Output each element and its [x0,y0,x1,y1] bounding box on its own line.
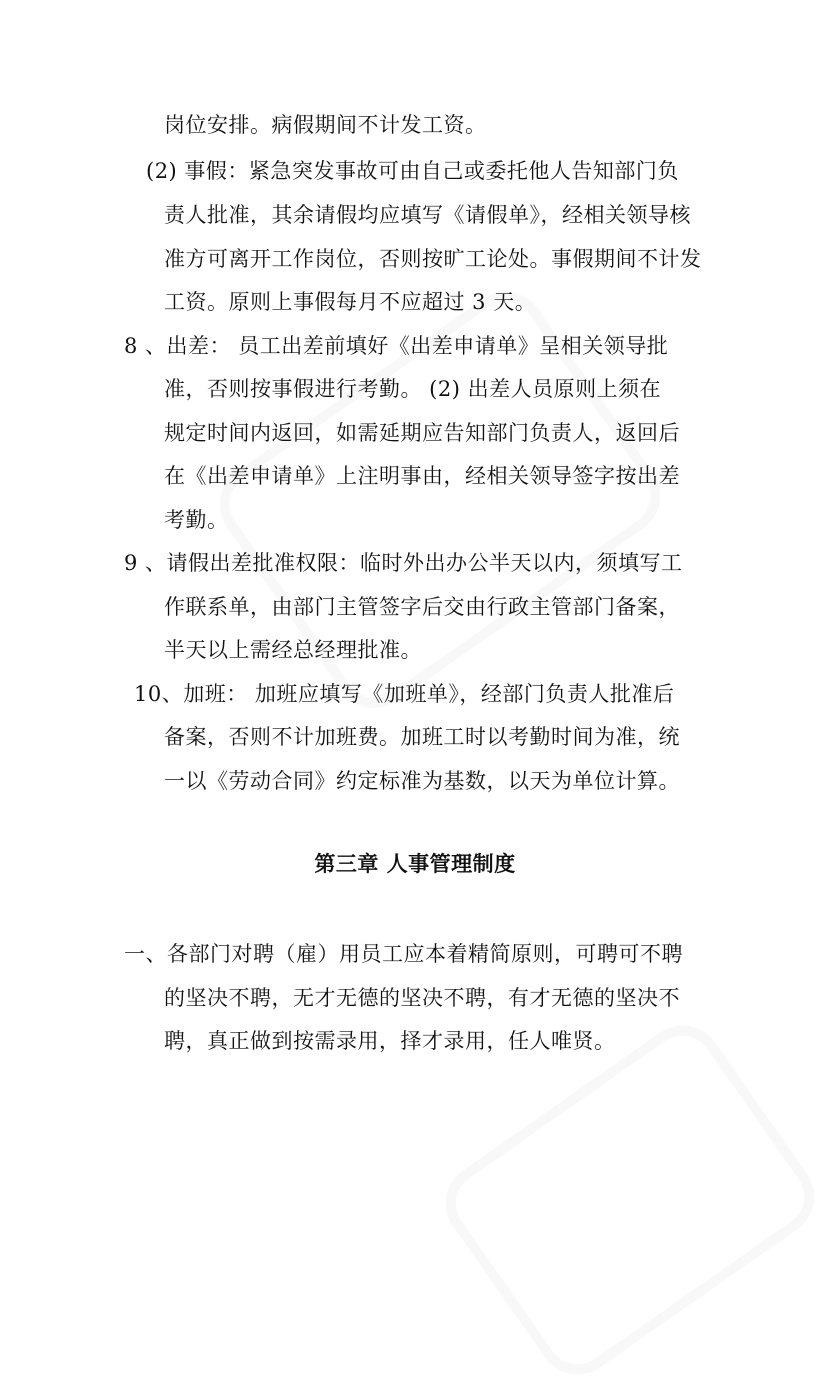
text-line: 在《出差申请单》上注明事由，经相关领导签字按出差 [164,464,680,488]
text-line: 岗位安排。病假期间不计发工资。 [164,113,487,137]
text-line: 规定时间内返回，如需延期应告知部门负责人，返回后 [164,421,680,445]
text-line: 准，否则按事假进行考勤。 (2) 出差人员原则上须在 [164,377,662,401]
text-line: 8 、出差： 员工出差前填好《出差申请单》呈相关领导批 [124,334,669,358]
text-line: 备案，否则不计加班费。加班工时以考勤时间为准，统 [164,725,680,749]
text-line: 一、各部门对聘（雇）用员工应本着精简原则，可聘可不聘 [124,942,683,966]
text-line: 聘，真正做到按需录用，择才录用，任人唯贤。 [164,1029,616,1053]
text-line: 10、加班： 加班应填写《加班单》，经部门负责人批准后 [134,682,675,706]
text-line: 一以《劳动合同》约定标准为基数，以天为单位计算。 [164,769,680,793]
text-line: 的坚决不聘，无才无德的坚决不聘，有才无德的坚决不 [164,986,680,1010]
text-line: 作联系单，由部门主管签字后交由行政主管部门备案， [164,595,680,619]
text-line: 责人批准，其余请假均应填写《请假单》，经相关领导核 [164,203,691,227]
text-line: 半天以上需经总经理批准。 [164,638,422,662]
text-line: 工资。原则上事假每月不应超过 3 天。 [164,290,537,314]
text-line: 准方可离开工作岗位，否则按旷工论处。事假期间不计发 [164,247,702,271]
chapter-title: 第三章 人事管理制度 [314,852,516,876]
text-line: 9 、请假出差批准权限：临时外出办公半天以内，须填写工 [124,551,683,575]
text-line: 考勤。 [164,508,229,532]
text-line: (2) 事假：紧急突发事故可由自己或委托他人告知部门负 [146,159,679,183]
watermark-shape [430,1010,830,1390]
